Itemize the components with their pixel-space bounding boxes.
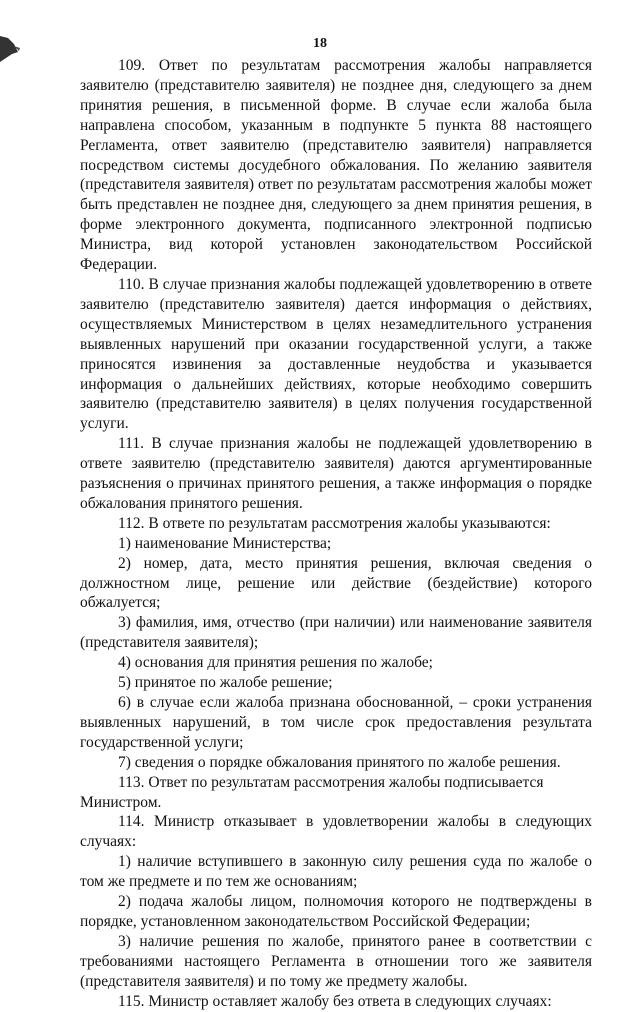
- list-item-112-5: 5) принятое по жалобе решение;: [118, 674, 333, 692]
- paragraph-114: 114. Министр отказывает в удовлетворении жалобы в следующих случаях:: [80, 813, 592, 851]
- list-item-112-1: 1) наименование Министерства;: [118, 534, 332, 552]
- paragraph-109: 109. Ответ по результатам рассмотрения жалобы направляется заявителю (представителю заявителя) не позднее дня, следующего за днем принятия решения, в письменной форме. В случае если жалоба была направлена способом, указанным в подпункте 5 пункта 88 настоящего Регламента, ответ заявителю (представителю заявителя) направляется посредством системы досудебного обжалования. По желанию заявителя (представителя заявителя) ответ по результатам рассмотрения жалобы может быть представлен не позднее дня, следующего за днем принятия решения, в форме электронного документа, подписанного электронной подписью Министра, вид которой установлен законодательством Российской Федерации.: [80, 57, 592, 274]
- list-item-112-7: 7) сведения о порядке обжалования принятого по жалобе решения.: [118, 753, 561, 771]
- page-number: 18: [313, 36, 327, 51]
- paragraph-113: 113. Ответ по результатам рассмотрения жалобы подписывается Министром.: [80, 773, 544, 811]
- document-body: [80, 56, 592, 1012]
- paragraph-110: 110. В случае признания жалобы подлежащей удовлетворению в ответе заявителю (представителю заявителя) дается информация о действиях, осуществляемых Министерством в целях незамедлительного устранения выявленных нарушений при оказании государственной услуги, а также приносятся извинения за доставленные неудобства и указывается информация о дальнейших действиях, которые необходимо совершить заявителю (представителю заявителя) в целях получения государственной услуги.: [80, 275, 592, 433]
- list-item-114-3: 3) наличие решения по жалобе, принятого ранее в соответствии с требованиями настоящего Регламента в отношении того же заявителя (представителя заявителя) и по тому же предмету жалобы.: [80, 932, 592, 990]
- list-item-114-2: 2) подача жалобы лицом, полномочия которого не подтверждены в порядке, установленном законодательством Российской Федерации;: [80, 893, 592, 930]
- paragraph-111: 111. В случае признания жалобы не подлежащей удовлетворению в ответе заявителю (представителю заявителя) даются аргументированные разъяснения о причинах принятого решения, а также информация о порядке обжалования принятого решения.: [80, 435, 592, 512]
- list-item-112-4: 4) основания для принятия решения по жалобе;: [118, 654, 433, 672]
- list-item-112-3: 3) фамилия, имя, отчество (при наличии) или наименование заявителя (представителя заявителя);: [80, 614, 592, 652]
- list-item-112-6: 6) в случае если жалоба признана обоснованной, – сроки устранения выявленных нарушений, в том числе срок предоставления результата государственной услуги;: [80, 694, 592, 751]
- paragraph-115: 115. Министр оставляет жалобу без ответа в следующих случаях:: [118, 992, 552, 1010]
- list-item-112-2: 2) номер, дата, место принятия решения, включая сведения о должностном лице, решение или действие (бездействие) которого обжалуется;: [80, 554, 592, 612]
- paragraph-112: 112. В ответе по результатам рассмотрения жалобы указываются:: [118, 514, 551, 532]
- list-item-114-1: 1) наличие вступившего в законную силу решения суда по жалобе о том же предмете и по тем же основаниям;: [80, 853, 592, 891]
